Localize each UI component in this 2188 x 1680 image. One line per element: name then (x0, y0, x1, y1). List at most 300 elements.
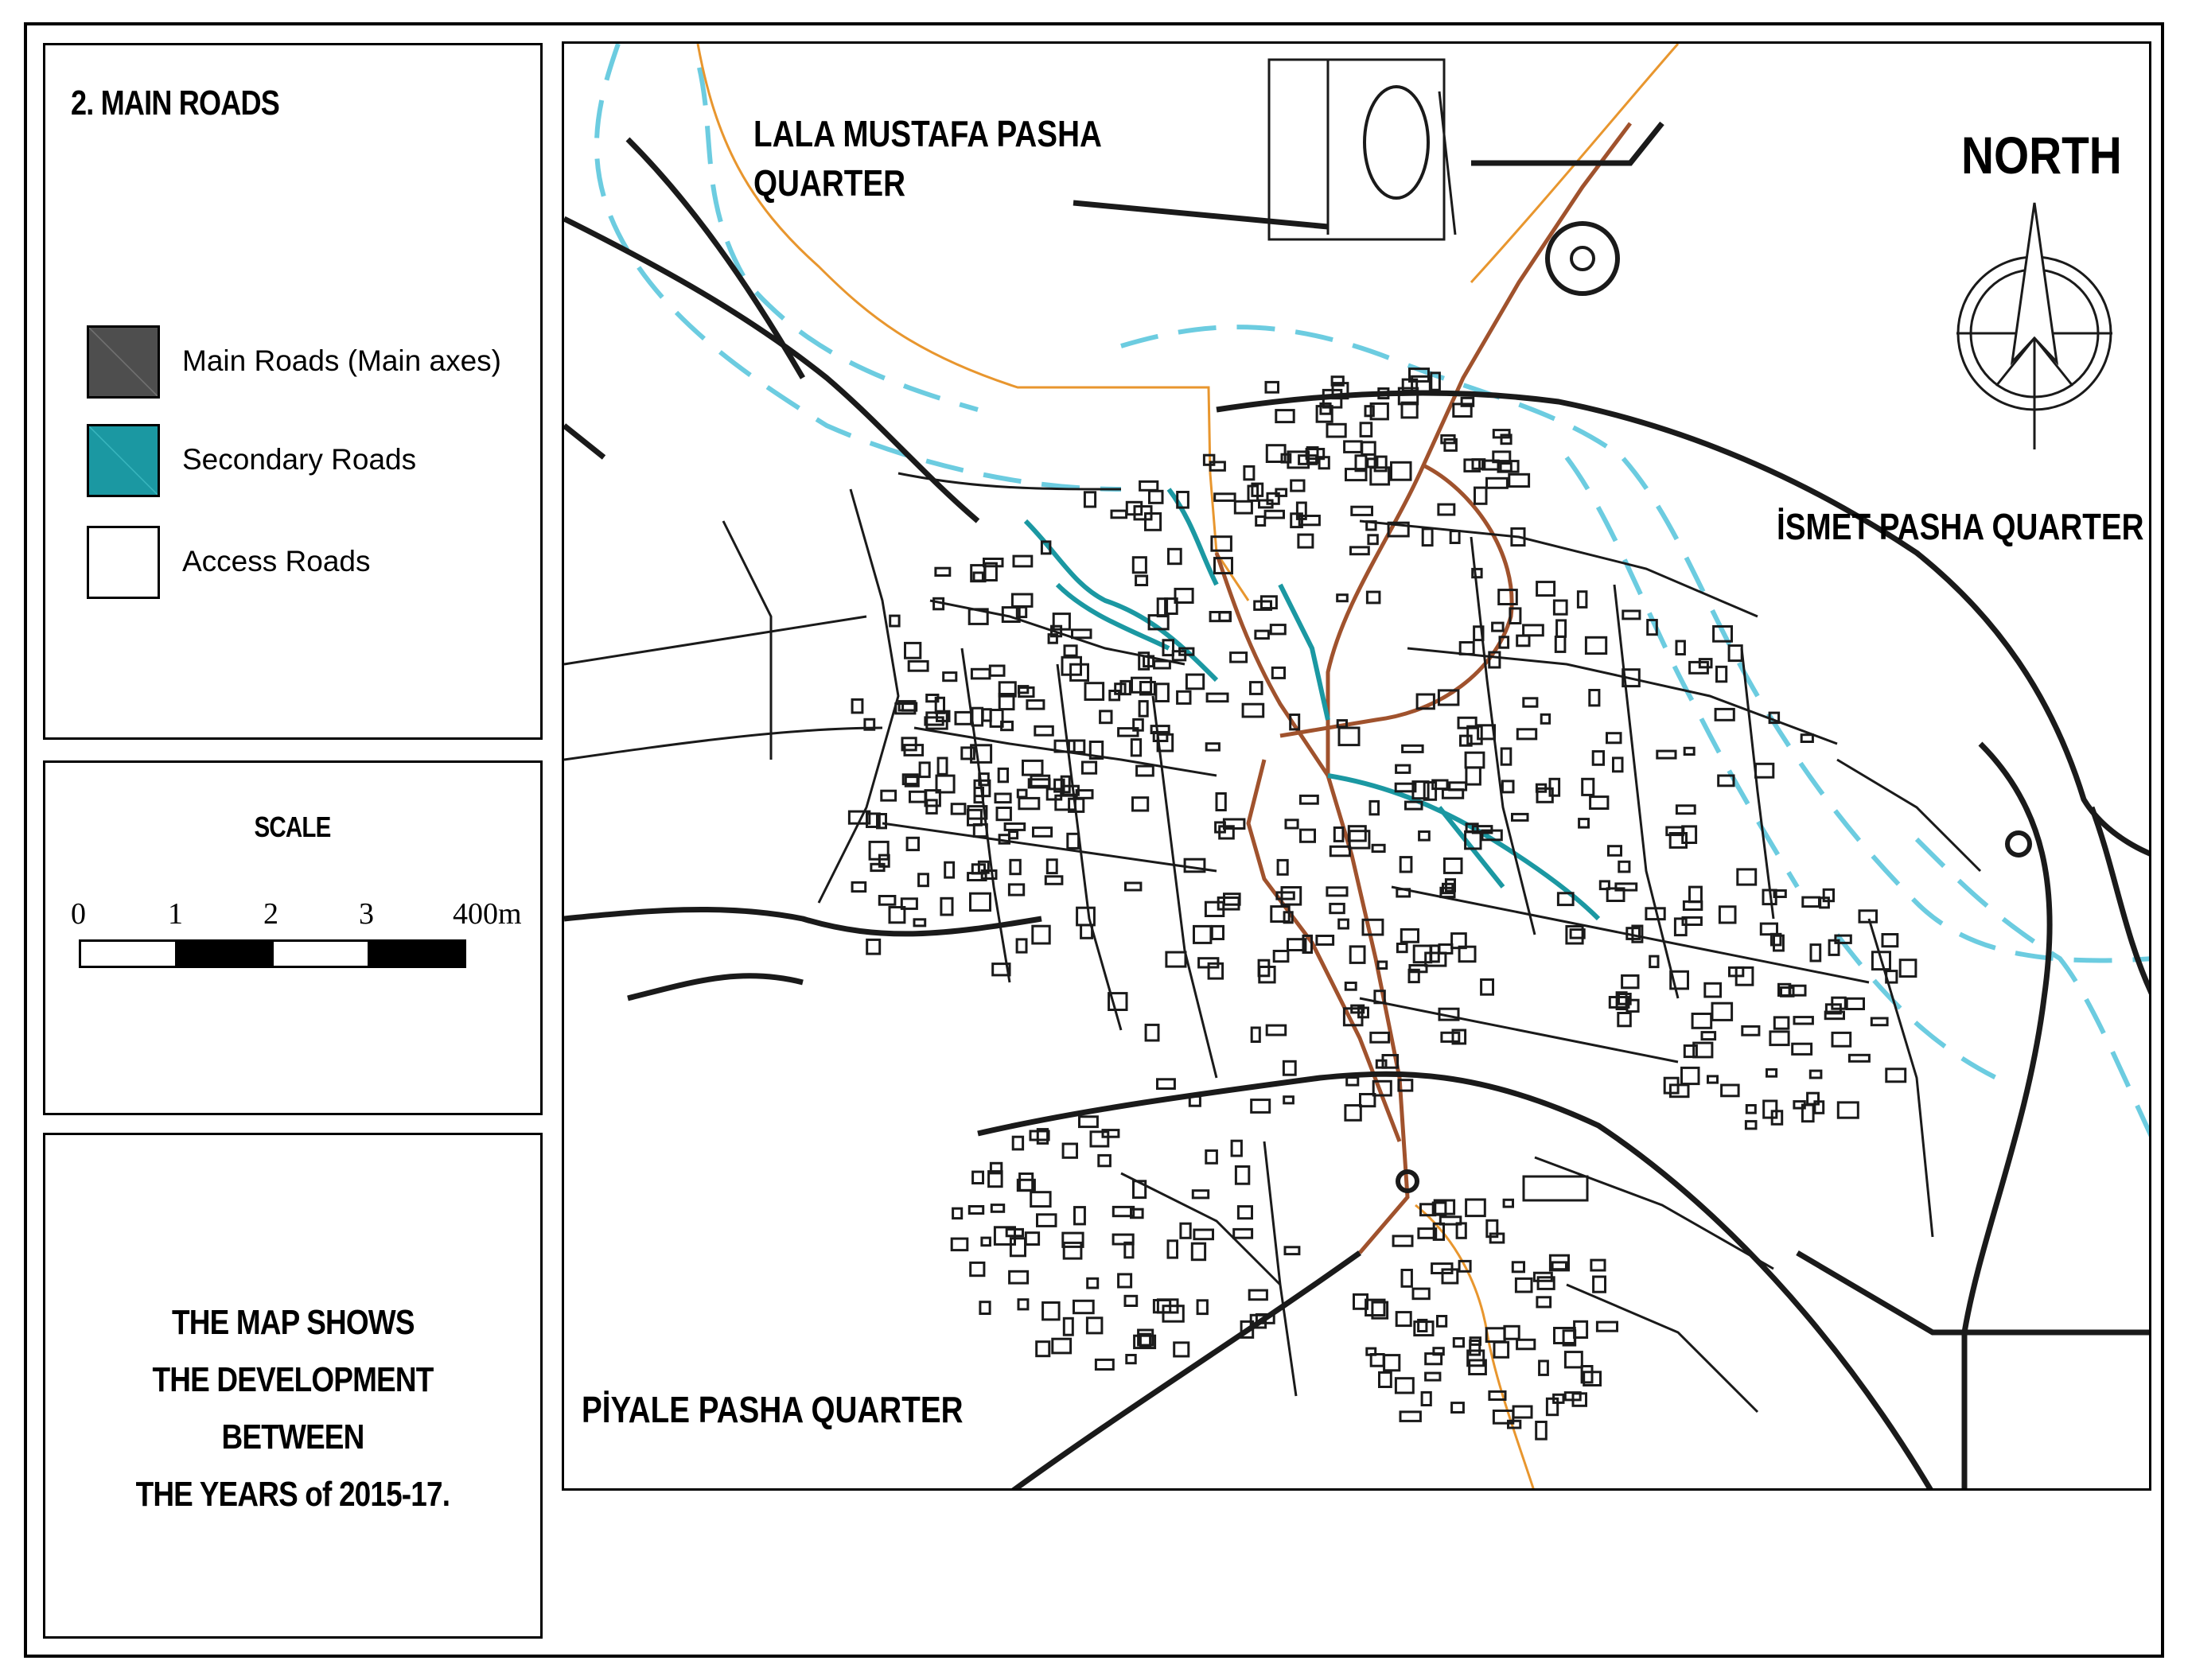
access-road (1439, 91, 1455, 235)
building (1657, 751, 1676, 758)
building (1298, 535, 1313, 547)
building (1139, 702, 1147, 717)
building (867, 939, 880, 954)
building (1557, 620, 1566, 636)
building (1524, 625, 1544, 636)
building (1077, 908, 1095, 925)
building (1403, 745, 1423, 752)
building (1684, 748, 1694, 754)
building (1274, 951, 1288, 962)
building (1712, 1003, 1732, 1020)
building (1197, 1301, 1207, 1314)
building (1020, 1174, 1033, 1191)
building (1126, 883, 1141, 890)
building (1252, 1100, 1270, 1113)
building (1517, 1340, 1535, 1349)
building (1133, 798, 1148, 811)
building (945, 862, 954, 877)
building (1158, 1079, 1175, 1089)
building (1251, 682, 1263, 694)
building (1349, 826, 1365, 841)
building (995, 794, 1010, 803)
building (1494, 1342, 1509, 1357)
building (1452, 1403, 1464, 1413)
building (1082, 762, 1096, 773)
building (1466, 1200, 1485, 1216)
building (1502, 781, 1513, 792)
legend-title: 2. MAIN ROADS (71, 84, 279, 122)
building (1400, 858, 1411, 872)
building (1811, 945, 1820, 961)
building (973, 1172, 983, 1183)
building (1027, 701, 1044, 710)
building (1719, 907, 1735, 923)
building (1252, 1028, 1259, 1042)
building (1692, 1014, 1711, 1029)
building (1010, 860, 1020, 873)
building (1061, 776, 1069, 792)
building (1019, 798, 1039, 808)
building (1516, 1278, 1532, 1292)
north-arrow (1956, 203, 2112, 449)
building (1035, 726, 1053, 735)
building (1207, 694, 1228, 702)
building (1550, 779, 1559, 795)
building (1088, 1278, 1098, 1288)
secondary-road-1 (1026, 521, 1217, 680)
building (1738, 869, 1756, 885)
building (1278, 860, 1287, 874)
building (1337, 595, 1348, 601)
building (1037, 1342, 1049, 1356)
building-blocks (849, 369, 1915, 1440)
building (1460, 643, 1474, 655)
building (1537, 1297, 1551, 1307)
building (1217, 794, 1225, 811)
access-road (1535, 1157, 1773, 1269)
building (1900, 960, 1916, 977)
building (1524, 698, 1537, 706)
building (1442, 1032, 1459, 1041)
building (1715, 709, 1734, 720)
building (1146, 514, 1161, 531)
building (971, 669, 990, 679)
building (1091, 1132, 1108, 1146)
secondary-road-5 (1439, 807, 1503, 887)
building (1794, 1017, 1812, 1024)
building (1151, 726, 1169, 733)
building (1084, 492, 1095, 507)
building (1583, 779, 1594, 795)
building (1396, 765, 1410, 772)
building (1064, 1242, 1081, 1258)
building (1742, 1026, 1759, 1035)
building (1609, 846, 1622, 856)
building (1509, 474, 1529, 486)
building (952, 1239, 967, 1250)
building (1168, 1241, 1178, 1258)
major-roads (564, 123, 2151, 1491)
building (1256, 517, 1265, 526)
legend-label-main-roads: Main Roads (Main axes) (182, 344, 501, 377)
building (1517, 636, 1529, 646)
building (919, 874, 929, 886)
building (1444, 859, 1462, 873)
building (1770, 1032, 1789, 1045)
building (969, 1207, 983, 1214)
building (1235, 501, 1252, 513)
access-road (723, 521, 771, 760)
building (1231, 653, 1247, 663)
building (1513, 814, 1528, 820)
scale-tick-400m: 400m (453, 897, 522, 931)
building (1578, 592, 1586, 608)
building (1174, 1343, 1189, 1356)
building (1073, 630, 1092, 638)
building (1774, 1017, 1789, 1029)
scale-tick-2: 2 (263, 897, 278, 931)
secondary-road-3 (1169, 489, 1217, 585)
building (1396, 1379, 1413, 1393)
label-ismet-pasha-quarter: İSMET PASHA QUARTER (1777, 506, 2144, 547)
building (1181, 1223, 1190, 1238)
roundabout-north (1548, 224, 1618, 294)
main-roads-swatch (87, 325, 160, 399)
access-road (1264, 1141, 1296, 1396)
access-road (1153, 696, 1217, 1078)
building (1010, 1271, 1028, 1283)
building (1396, 1312, 1411, 1326)
note-text (45, 1294, 540, 1523)
label-lala-mustafa-pasha-line1: LALA MUSTAFA PASHA (753, 113, 1102, 154)
building (1334, 828, 1343, 842)
building (974, 573, 983, 581)
road-network-map (564, 44, 2151, 1491)
building (1397, 889, 1410, 896)
access-road (1742, 648, 1773, 919)
building (1614, 758, 1623, 772)
building (1832, 1032, 1851, 1046)
building (1212, 926, 1223, 939)
label-lala-mustafa-pasha-line2: QUARTER (753, 162, 906, 204)
building (1487, 478, 1508, 488)
building (1045, 877, 1062, 885)
building (1552, 1262, 1566, 1270)
building (1690, 887, 1702, 902)
building (1384, 1355, 1400, 1371)
building (1457, 1223, 1466, 1238)
building (1413, 1289, 1429, 1299)
building (1026, 1233, 1038, 1245)
building (1368, 535, 1377, 544)
building (1513, 1262, 1524, 1272)
building (1271, 625, 1285, 634)
building (1493, 430, 1509, 438)
building (1717, 667, 1727, 682)
access-road (1360, 998, 1678, 1062)
building (1127, 1355, 1135, 1363)
building (941, 898, 952, 915)
road-east (1964, 744, 2050, 1491)
legend-label-secondary-roads: Secondary Roads (182, 443, 417, 476)
building (1300, 795, 1318, 803)
building (1206, 1151, 1217, 1164)
building (909, 661, 928, 671)
building (910, 791, 926, 802)
building (1249, 1290, 1267, 1300)
road-north-spoke (1471, 123, 1662, 163)
building (1618, 1013, 1631, 1026)
building (1536, 1422, 1547, 1440)
building (1238, 1207, 1252, 1219)
building (944, 673, 956, 681)
building (1371, 1032, 1389, 1042)
building (1068, 834, 1079, 848)
secondary-roads (1026, 489, 1598, 919)
building (1493, 623, 1504, 631)
building (1801, 735, 1812, 742)
building (1210, 462, 1224, 470)
building (1746, 1122, 1756, 1129)
building (879, 896, 895, 905)
building (1708, 1076, 1718, 1083)
building (1838, 1102, 1858, 1118)
building (890, 616, 899, 626)
building (1193, 1191, 1208, 1198)
building (1140, 481, 1158, 490)
building (1591, 1260, 1605, 1270)
building (1376, 1060, 1386, 1068)
building (1454, 1339, 1463, 1347)
building (1013, 1137, 1022, 1149)
building (1232, 1141, 1241, 1156)
building (1450, 783, 1466, 790)
building (1010, 1239, 1025, 1256)
scale-segment-3 (271, 939, 370, 968)
building (1030, 1131, 1049, 1140)
building (1023, 760, 1043, 775)
building (1215, 494, 1235, 501)
building (1351, 547, 1369, 554)
building (1345, 1106, 1361, 1121)
building (1438, 1316, 1446, 1327)
building (1194, 1230, 1213, 1239)
building (1345, 441, 1362, 453)
building (1370, 801, 1379, 814)
roundabout-north-center (1571, 247, 1594, 270)
building (1339, 920, 1349, 928)
building (1352, 507, 1372, 515)
building (1586, 637, 1606, 653)
building (1393, 1236, 1412, 1246)
building (1317, 936, 1333, 945)
building (1466, 768, 1481, 784)
access-road (564, 728, 882, 760)
building (1424, 783, 1435, 800)
building (1276, 410, 1294, 422)
building (1517, 729, 1536, 739)
building (1886, 1069, 1906, 1082)
building (1133, 558, 1146, 573)
building (1065, 646, 1076, 655)
building (1440, 1217, 1461, 1224)
building (1367, 592, 1380, 603)
building (1619, 861, 1629, 872)
building (852, 699, 862, 713)
building (952, 804, 965, 814)
scale-tick-3: 3 (359, 897, 374, 931)
building (1150, 491, 1163, 503)
building (1330, 846, 1349, 856)
building (997, 808, 1010, 820)
building (1400, 1412, 1420, 1421)
legend-panel (43, 43, 543, 740)
building (1009, 885, 1023, 895)
building (1541, 714, 1549, 723)
building (1327, 888, 1347, 896)
building (914, 920, 925, 926)
building (1380, 1372, 1392, 1386)
building (1426, 953, 1446, 966)
building (1423, 529, 1432, 546)
building (1676, 806, 1695, 814)
building (1767, 1069, 1777, 1076)
access-road (1837, 760, 1980, 871)
building (1537, 582, 1555, 596)
scale-segment-4 (368, 939, 466, 968)
building (1064, 1318, 1073, 1335)
building (1682, 1068, 1699, 1083)
building (1729, 646, 1742, 661)
building (1339, 728, 1359, 745)
building (1607, 733, 1622, 743)
building (1371, 1355, 1384, 1367)
building (1593, 752, 1603, 765)
building (1555, 637, 1565, 652)
building (1590, 797, 1608, 809)
access-road (1567, 1285, 1758, 1412)
building (1186, 675, 1203, 689)
label-piyale-pasha-quarter: PİYALE PASHA QUARTER (582, 1389, 964, 1430)
building (1667, 827, 1684, 835)
building (982, 1238, 991, 1246)
building (1018, 790, 1026, 797)
building (1192, 1243, 1205, 1260)
building (1277, 892, 1294, 899)
building (1166, 952, 1185, 966)
access-roads (564, 60, 1980, 1412)
building (1146, 1025, 1158, 1040)
building (1397, 944, 1407, 952)
building (1100, 711, 1112, 723)
building (1565, 1352, 1582, 1367)
building (1501, 749, 1511, 764)
building (1345, 983, 1356, 990)
building (1012, 594, 1032, 606)
building (1849, 1055, 1869, 1061)
building (1623, 611, 1640, 619)
building (1793, 1044, 1812, 1054)
road-west (564, 909, 1041, 933)
building (1169, 549, 1182, 563)
note-line-1: THE MAP SHOWS (171, 1303, 415, 1342)
building (1350, 947, 1365, 963)
building (1401, 929, 1418, 942)
building (1031, 776, 1049, 786)
building (1005, 823, 1025, 830)
building (1071, 664, 1088, 680)
building (980, 1302, 990, 1314)
access-road (564, 616, 866, 664)
building (1209, 963, 1223, 978)
building (1330, 904, 1345, 912)
building (1361, 423, 1372, 437)
building (1847, 998, 1863, 1009)
scale-panel (43, 760, 543, 1115)
building (1670, 1085, 1688, 1097)
building (905, 643, 921, 658)
access-road (1614, 585, 1678, 998)
building (1156, 684, 1169, 702)
scale-segment-2 (175, 939, 274, 968)
building (1504, 1200, 1513, 1207)
building (1540, 1361, 1548, 1375)
building (1327, 424, 1345, 437)
building (1259, 967, 1275, 982)
scale-tick-0: 0 (71, 897, 86, 931)
road-north-top (1073, 203, 1328, 227)
building (1419, 832, 1430, 841)
building (1301, 830, 1315, 842)
building (1272, 667, 1284, 678)
building (1702, 1032, 1715, 1040)
building (1590, 690, 1599, 706)
building (990, 666, 1004, 675)
building (1265, 511, 1283, 518)
building (971, 1262, 984, 1275)
building (1378, 962, 1387, 969)
building (1859, 911, 1877, 922)
building (1675, 919, 1686, 935)
note-line-2: THE DEVELOPMENT BETWEEN (152, 1360, 434, 1456)
building (1220, 612, 1231, 621)
building (1244, 466, 1254, 479)
building (1392, 462, 1411, 480)
building (1286, 820, 1298, 828)
building (1034, 828, 1052, 837)
building (1505, 1326, 1519, 1339)
building (1080, 1117, 1098, 1127)
building (1764, 1101, 1777, 1118)
building (1475, 488, 1487, 504)
building (1554, 601, 1567, 614)
building (999, 768, 1007, 781)
scale-segment-1 (79, 939, 177, 968)
building (1243, 704, 1263, 717)
building (1746, 1106, 1755, 1114)
building (1063, 1233, 1083, 1246)
building (956, 712, 971, 724)
map-panel[interactable] (562, 41, 2151, 1491)
building (1676, 641, 1684, 655)
roundabout-east (2007, 833, 2030, 855)
building (1285, 1247, 1299, 1254)
building (1053, 1339, 1071, 1353)
building (1756, 764, 1773, 777)
building (1069, 741, 1084, 752)
building (1096, 1359, 1113, 1369)
building (1267, 1025, 1286, 1035)
